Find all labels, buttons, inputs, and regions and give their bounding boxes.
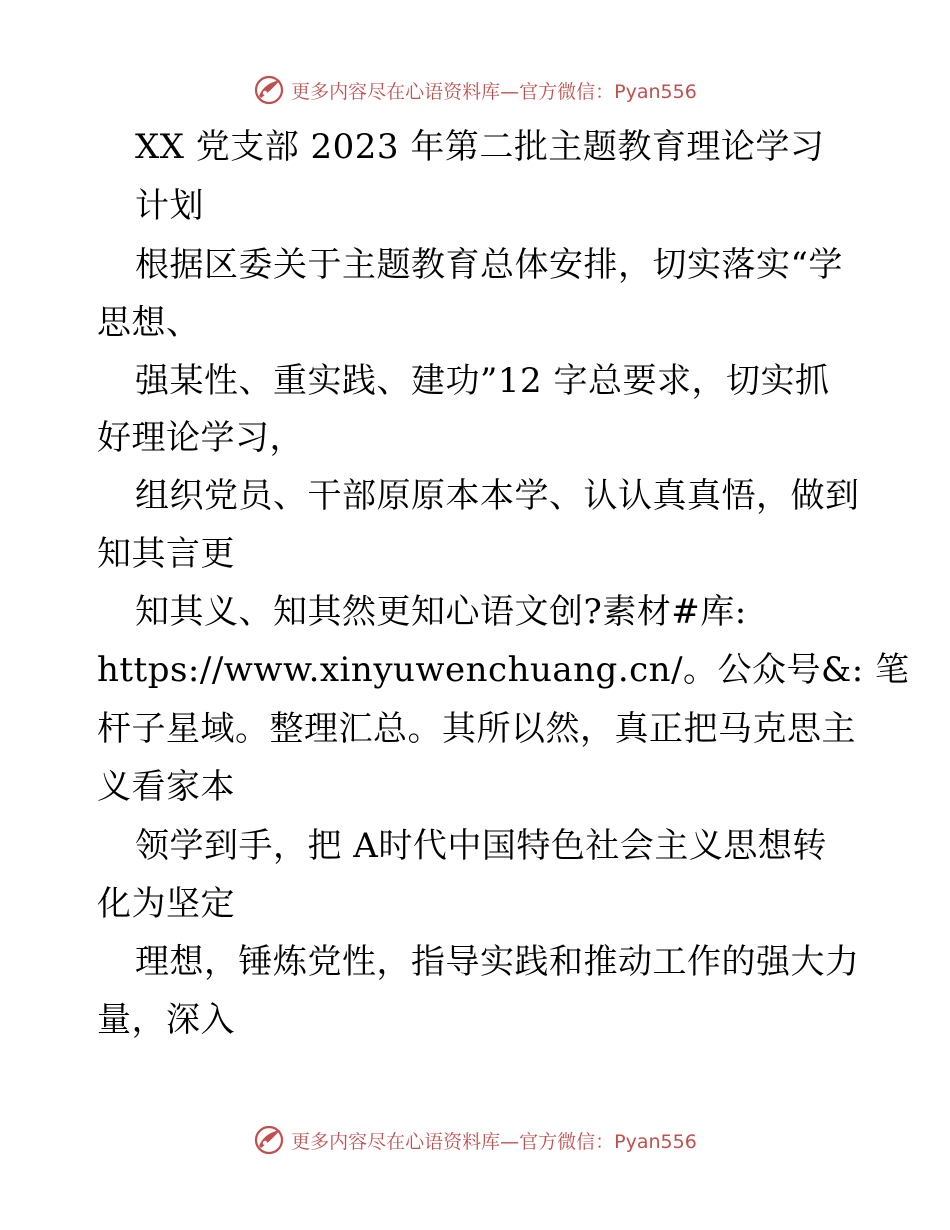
footer-banner-contact: 官方微信：Pyan556	[519, 1130, 697, 1153]
paragraph-line: 义看家本	[97, 767, 235, 807]
paragraph-line: 知其言更	[97, 534, 235, 574]
paragraph-line: 杆子星域。整理汇总。其所以然，真正把马克思主	[97, 709, 856, 749]
paragraph-line: 思想、	[97, 303, 201, 343]
paragraph-line: 强某性、重实践、建功”12 字总要求，切实抓	[135, 361, 830, 401]
paragraph-line: 知其义、知其然更知心语文创?素材#库:	[135, 592, 747, 632]
paragraph-line: 领学到手，把 A时代中国特色社会主义思想转	[135, 826, 827, 866]
paragraph-line: 理想，锤炼党性，指导实践和推动工作的强大力	[135, 942, 860, 982]
footer-banner-text: 更多内容尽在心语资料库—	[291, 1130, 520, 1153]
pen-logo-icon	[253, 74, 285, 106]
paragraph-line: 好理论学习，	[97, 418, 304, 458]
pen-logo-icon	[253, 1124, 285, 1156]
document-title-line-2: 计划	[135, 186, 204, 226]
paragraph-line: https://www.xinyuwenchuang.cn/。公众号&: 笔	[97, 650, 910, 690]
header-banner-contact: 官方微信：Pyan556	[519, 80, 697, 103]
document-title-line-1: XX 党支部 2023 年第二批主题教育理论学习	[135, 127, 825, 167]
paragraph-line: 量，深入	[97, 1000, 235, 1040]
paragraph-line: 组织党员、干部原原本本学、认认真真悟，做到	[135, 476, 860, 516]
footer-banner	[0, 1123, 950, 1157]
header-banner-text: 更多内容尽在心语资料库—	[291, 80, 520, 103]
paragraph-line: 化为坚定	[97, 884, 235, 924]
paragraph-line: 根据区委关于主题教育总体安排，切实落实“学	[135, 245, 843, 285]
header-banner	[0, 73, 950, 107]
